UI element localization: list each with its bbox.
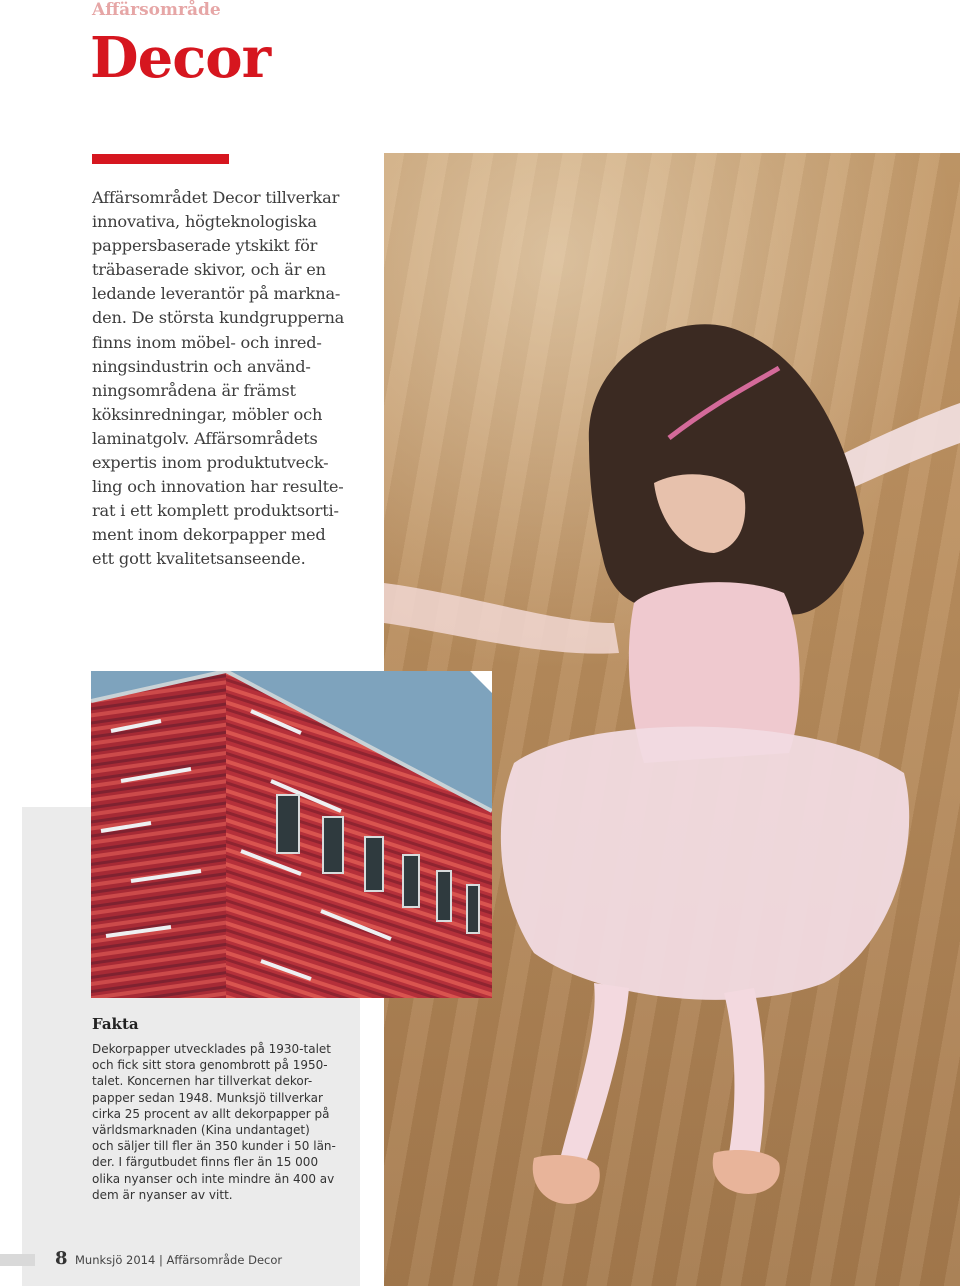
intro-line: köksinredningar, möbler och xyxy=(92,404,323,424)
section-label: Affärsområde xyxy=(92,0,221,20)
intro-line: ett gott kvalitetsanseende. xyxy=(92,549,306,569)
intro-line: ling och innovation har resulte- xyxy=(92,477,344,497)
photo-corner-fold xyxy=(470,671,492,693)
page-number: 8 xyxy=(55,1248,68,1269)
fact-line: och fick sitt stora genombrott på 1950- xyxy=(92,1058,328,1073)
fact-line: världsmarknaden (Kina undantaget) xyxy=(92,1123,310,1138)
fact-line: cirka 25 procent av allt dekorpapper på xyxy=(92,1106,330,1121)
intro-line: Affärsområdet Decor tillverkar xyxy=(92,188,340,207)
building-illustration xyxy=(91,671,492,998)
intro-paragraph xyxy=(92,186,354,572)
intro-line: ledande leverantör på markna- xyxy=(92,284,341,304)
title-accent-bar xyxy=(92,154,229,164)
intro-line: finns inom möbel- och inred- xyxy=(92,332,322,352)
intro-line: träbaserade skivor, och är en xyxy=(92,260,326,280)
intro-line: den. De största kundgrupperna xyxy=(92,308,345,328)
page-title: Decor xyxy=(90,25,271,91)
fact-box-title: Fakta xyxy=(92,1015,139,1033)
intro-line: ningsindustrin och använd- xyxy=(92,356,311,376)
intro-line: ment inom dekorpapper med xyxy=(92,525,326,545)
footer-tab xyxy=(0,1254,35,1266)
intro-line: ningsområdena är främst xyxy=(92,380,296,400)
intro-line: pappersbaserade ytskikt för xyxy=(92,236,318,256)
fact-line: och säljer till fler än 350 kunder i 50 län- xyxy=(92,1139,336,1154)
fact-line: Dekorpapper utvecklades på 1930-talet xyxy=(92,1042,331,1056)
intro-line: rat i ett komplett produktsorti- xyxy=(92,501,339,521)
intro-line: expertis inom produktutveck- xyxy=(92,453,329,473)
photo-red-building xyxy=(91,671,492,998)
intro-line: laminatgolv. Affärsområdets xyxy=(92,428,318,448)
fact-line: talet. Koncernen har tillverkat dekor- xyxy=(92,1074,313,1089)
fact-box-text xyxy=(92,1041,352,1203)
fact-line: papper sedan 1948. Munksjö tillverkar xyxy=(92,1090,323,1105)
intro-line: innovativa, högteknologiska xyxy=(92,212,317,232)
fact-line: olika nyanser och inte mindre än 400 av xyxy=(92,1171,335,1186)
fact-line: der. I färgutbudet finns fler än 15 000 xyxy=(92,1155,319,1170)
footer-text: Munksjö 2014 | Affärsområde Decor xyxy=(75,1253,283,1267)
fact-line: dem är nyanser av vitt. xyxy=(92,1187,233,1202)
